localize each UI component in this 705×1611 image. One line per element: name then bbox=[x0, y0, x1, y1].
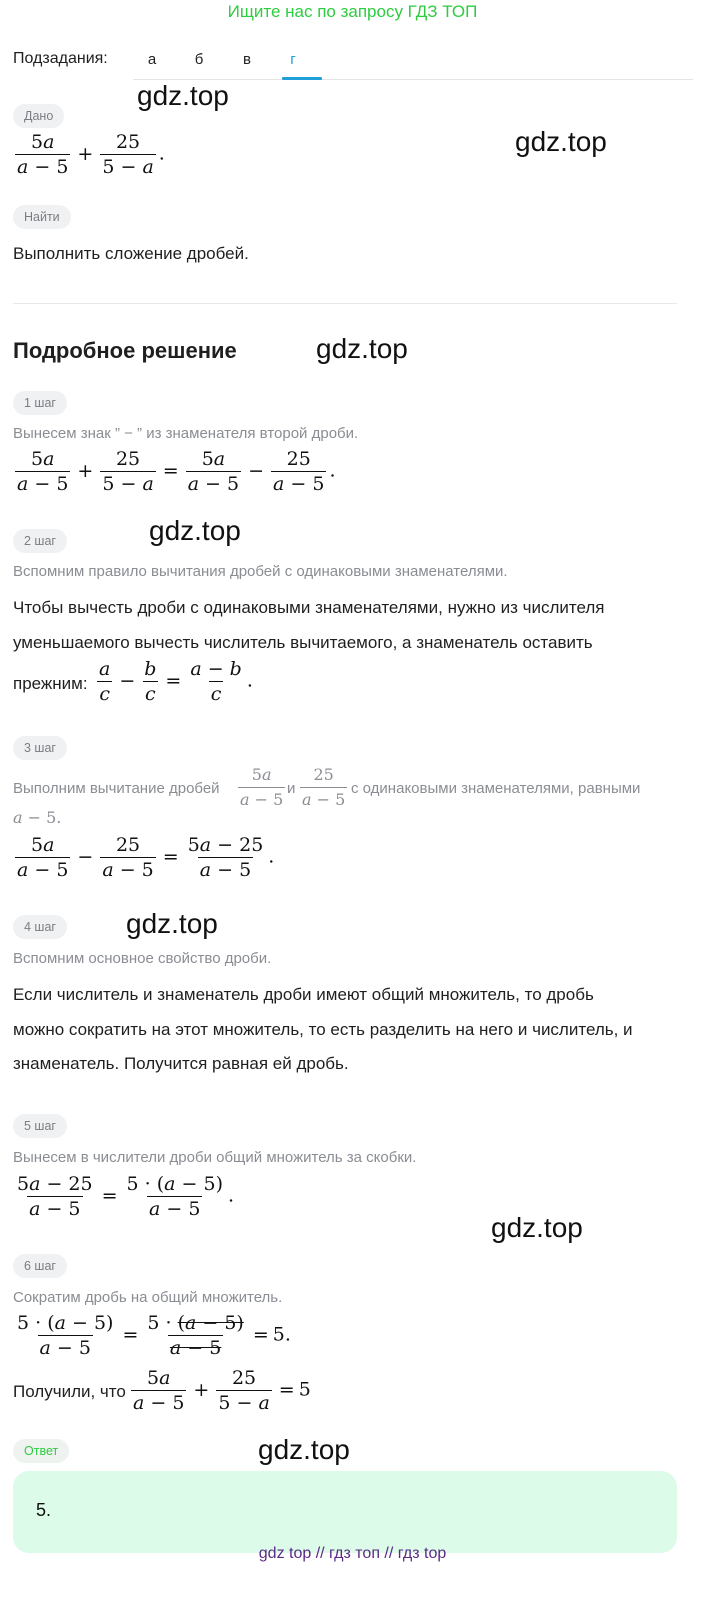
watermark: gdz.top bbox=[126, 908, 218, 939]
step-4-hint: Вспомним основное свойство дроби. bbox=[13, 950, 272, 967]
watermark: gdz.top bbox=[258, 1434, 350, 1465]
step-2-hint: Вспомним правило вычитания дробей с одинаковыми знаменателями. bbox=[13, 563, 508, 580]
step-6-chip: 6 шаг bbox=[13, 1254, 67, 1278]
watermark: gdz.top bbox=[149, 515, 241, 546]
step-1-formula: $\frac{5a}{a - 5}$ + $\frac{25}{5 - a}$ = $\frac{5a}{a - 5}$ − $\frac{25}{a - 5}$ . bbox=[17, 448, 336, 495]
step-6-result-prefix: Получили, что bbox=[13, 1382, 126, 1401]
step-5-chip: 5 шаг bbox=[13, 1114, 67, 1138]
answer-value: 5. bbox=[36, 1500, 52, 1520]
search-banner: Ищите нас по запросу ГДЗ ТОП bbox=[227, 2, 478, 21]
given-expression: $\frac{5a}{a - 5}$ + $\frac{25}{5 - a}$ . bbox=[17, 131, 165, 178]
step-4-rule-line-2: можно сократить на этот множитель, то есть разделить на него и числитель, и bbox=[13, 1020, 633, 1039]
step-3-hint-d: a − 5. bbox=[13, 808, 62, 827]
step-1-chip: 1 шаг bbox=[13, 391, 67, 415]
step-3-formula: $\frac{5a}{a - 5}$ − $\frac{25}{a - 5}$ = $\frac{5a - 25}{a - 5}$ . bbox=[17, 834, 275, 881]
step-4-rule-line-1: Если числитель и знаменатель дроби имеют общий множитель, то дробь bbox=[13, 985, 594, 1004]
given-chip: Дано bbox=[13, 104, 64, 128]
watermark: gdz.top bbox=[515, 126, 607, 157]
step-2-formula: $\frac{a}{c}$ − $\frac{b}{c}$ = $\frac{a - b}{c}$ . bbox=[99, 658, 253, 705]
step-6-formula: $\frac{5 \cdot (a - 5)}{a - 5}$ = $\frac{5 \cdot (a - 5)}{a - 5}$ = 5. bbox=[17, 1312, 291, 1359]
watermark: gdz.top bbox=[137, 80, 229, 111]
step-2-rule-line-2: уменьшаемого вычесть числитель вычитаемого, а знаменатель оставить bbox=[13, 633, 593, 652]
step-2-chip: 2 шаг bbox=[13, 529, 67, 553]
subtasks-label: Подзадания: bbox=[13, 50, 108, 67]
step-3-hint-frac-1: $\frac{5a}{a - 5}$ bbox=[235, 763, 288, 812]
answer-box bbox=[13, 1471, 677, 1553]
step-2-rule-line-3: прежним: bbox=[13, 674, 88, 693]
find-chip: Найти bbox=[13, 205, 71, 229]
step-5-hint: Вынесем в числители дроби общий множитель за скобки. bbox=[13, 1149, 417, 1166]
step-3-chip: 3 шаг bbox=[13, 736, 67, 760]
step-6-result-formula: $\frac{5a}{a - 5}$ + $\frac{25}{5 - a}$ = 5 bbox=[133, 1367, 311, 1414]
footer-links[interactable]: gdz top // гдз топ // гдз top bbox=[258, 1545, 447, 1562]
step-6-hint: Сократим дробь на общий множитель. bbox=[13, 1289, 283, 1306]
tab-b[interactable]: б bbox=[194, 51, 204, 68]
find-text: Выполнить сложение дробей. bbox=[13, 244, 249, 263]
watermark: gdz.top bbox=[316, 333, 408, 364]
watermark: gdz.top bbox=[491, 1212, 583, 1243]
solution-title: Подробное решение bbox=[13, 338, 237, 363]
step-5-formula: $\frac{5a - 25}{a - 5}$ = $\frac{5 \cdot (a - 5)}{a - 5}$ . bbox=[17, 1173, 235, 1220]
tab-g[interactable]: г bbox=[290, 51, 296, 68]
tab-v[interactable]: в bbox=[243, 51, 251, 68]
step-1-hint: Вынесем знак ” − ” из знаменателя второй дроби. bbox=[13, 425, 359, 442]
step-4-rule-line-3: знаменатель. Получится равная ей дробь. bbox=[13, 1054, 349, 1073]
step-3-hint-b: и bbox=[287, 780, 296, 797]
answer-chip: Ответ bbox=[13, 1439, 69, 1463]
section-divider bbox=[13, 303, 677, 304]
active-tab-indicator bbox=[282, 77, 322, 80]
step-3-hint-frac-2: $\frac{25}{a - 5}$ bbox=[297, 763, 350, 812]
tab-a[interactable]: а bbox=[147, 51, 157, 68]
step-3-hint-a: Выполним вычитание дробей bbox=[13, 780, 220, 797]
step-2-rule-line-1: Чтобы вычесть дроби с одинаковыми знаменателями, нужно из числителя bbox=[13, 598, 605, 617]
step-4-chip: 4 шаг bbox=[13, 915, 67, 939]
step-3-hint-c: с одинаковыми знаменателями, равными bbox=[351, 780, 641, 797]
